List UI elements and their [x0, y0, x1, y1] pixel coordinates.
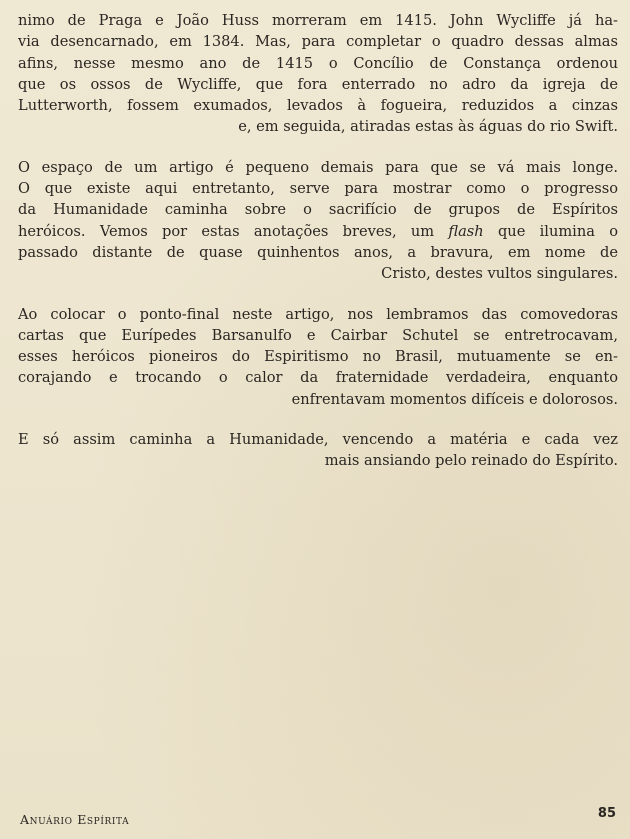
text-line: que os ossos de Wycliffe, que fora enterrado no adro da igreja de: [18, 75, 618, 93]
paragraph-1: [18, 10, 618, 138]
page-footer: [20, 806, 616, 828]
text-line: O que existe aqui entretanto, serve para mostrar como o progresso: [18, 180, 618, 198]
text-line: heróicos. Vemos por estas anotações breves, um flash que ilumina o: [18, 222, 618, 240]
paragraph-2: [18, 157, 618, 285]
text-line: mais ansiando pelo reinado do Espírito.: [324, 452, 618, 470]
text-line: afins, nesse mesmo ano de 1415 o Concílio de Constança ordenou: [18, 54, 618, 72]
running-title: Anuário Espírita: [20, 812, 130, 827]
text-line: e, em seguida, atiradas estas às águas do rio Swift.: [238, 118, 618, 136]
text-line: Ao colocar o ponto-final neste artigo, nos lembramos das comovedoras: [18, 305, 618, 323]
paragraph-4: [18, 429, 618, 472]
text-line: Lutterworth, fossem exumados, levados à fogueira, reduzidos a cinzas: [18, 97, 618, 115]
text-line: da Humanidade caminha sobre o sacrifício de grupos de Espíritos: [18, 201, 618, 219]
text-line: corajando e trocando o calor da fraternidade verdadeira, enquanto: [18, 369, 618, 387]
text-line: E só assim caminha a Humanidade, vencendo a matéria e cada vez: [18, 431, 618, 449]
paragraph-3: [18, 304, 618, 410]
text-line: via desencarnado, em 1384. Mas, para completar o quadro dessas almas: [18, 33, 618, 51]
text-line: O espaço de um artigo é pequeno demais para que se vá mais longe.: [18, 158, 618, 176]
text-line: esses heróicos pioneiros do Espiritismo no Brasil, mutuamente se en-: [18, 348, 618, 366]
text-line: nimo de Praga e João Huss morreram em 1415. John Wycliffe já ha-: [18, 12, 618, 29]
article-body: [18, 10, 618, 488]
text-line: Cristo, destes vultos singulares.: [381, 265, 618, 283]
page-number: 85: [597, 806, 616, 821]
text-line: enfrentavam momentos difíceis e dolorosos.: [291, 390, 618, 408]
text-line: passado distante de quase quinhentos anos, a bravura, em nome de: [18, 243, 618, 261]
text-line: cartas que Eurípedes Barsanulfo e Cairbar Schutel se entretrocavam,: [18, 326, 618, 344]
